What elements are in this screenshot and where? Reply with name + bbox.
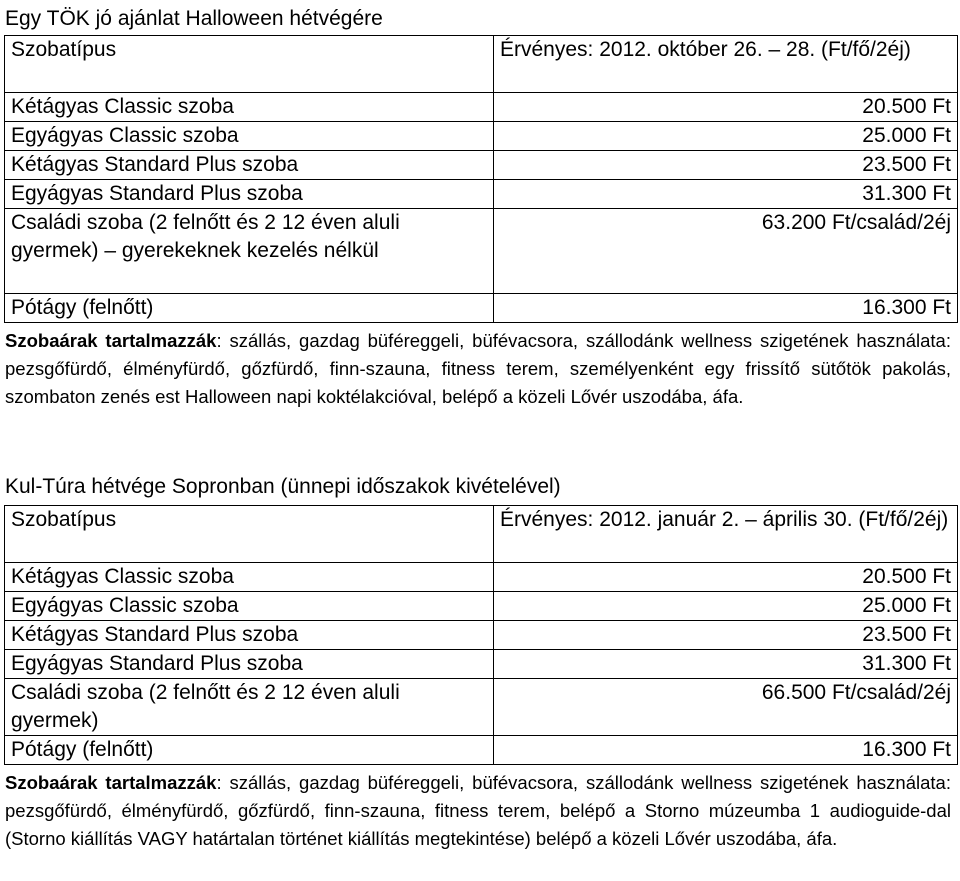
room-price: 20.500 Ft (494, 563, 958, 592)
room-name: Egyágyas Classic szoba (5, 122, 494, 151)
column-header-validity: Érvényes: 2012. október 26. – 28. (Ft/fő/2éj) (494, 36, 958, 93)
table-row (5, 209, 958, 294)
table-row (5, 621, 958, 650)
column-header-room-type: Szobatípus (5, 36, 494, 93)
table-row (5, 679, 958, 736)
room-price: 25.000 Ft (494, 592, 958, 621)
room-name: Családi szoba (2 felnőtt és 2 12 éven aluli gyermek) (5, 679, 494, 736)
room-name: Kétágyas Standard Plus szoba (5, 151, 494, 180)
offer2-title: Kul-Túra hétvége Sopronban (ünnepi időszakok kivételével) (5, 475, 561, 498)
room-name: Kétágyas Classic szoba (5, 563, 494, 592)
table-row (5, 93, 958, 122)
room-price: 31.300 Ft (494, 180, 958, 209)
room-price: 16.300 Ft (494, 736, 958, 765)
room-price: 31.300 Ft (494, 650, 958, 679)
table-row (5, 650, 958, 679)
room-price: 25.000 Ft (494, 122, 958, 151)
room-price: 63.200 Ft/család/2éj (494, 209, 958, 294)
offer2-price-table (4, 505, 958, 765)
column-header-validity: Érvényes: 2012. január 2. – április 30. (Ft/fő/2éj) (494, 506, 958, 563)
includes-text: : szállás, gazdag büféreggeli, büfévacsora, szállodánk wellness szigetének használata: pezsgőfürdő, élményfürdő, gőzfürdő, finn-szauna, fitness terem, személyenként egy frissítő sütőtök pakolás, szombaton zenés est Halloween napi koktélakcióval, belépő a közeli Lővér uszodába, áfa. (5, 330, 951, 407)
table-row (5, 592, 958, 621)
offer2-includes-paragraph (5, 769, 951, 853)
table-row (5, 151, 958, 180)
includes-label: Szobaárak tartalmazzák (5, 330, 217, 351)
column-header-room-type: Szobatípus (5, 506, 494, 563)
table-header-row (5, 506, 958, 563)
includes-label: Szobaárak tartalmazzák (5, 772, 217, 793)
room-price: 23.500 Ft (494, 621, 958, 650)
room-price: 66.500 Ft/család/2éj (494, 679, 958, 736)
table-row (5, 180, 958, 209)
table-header-row (5, 36, 958, 93)
room-price: 16.300 Ft (494, 294, 958, 323)
room-name: Kétágyas Standard Plus szoba (5, 621, 494, 650)
offer1-price-table (4, 35, 958, 323)
room-name: Pótágy (felnőtt) (5, 736, 494, 765)
room-price: 23.500 Ft (494, 151, 958, 180)
room-name: Egyágyas Standard Plus szoba (5, 650, 494, 679)
includes-text: : szállás, gazdag büféreggeli, büfévacsora, szállodánk wellness szigetének használata: pezsgőfürdő, élményfürdő, gőzfürdő, finn-szauna, fitness terem, belépő a Storno múzeumba 1 audioguide-dal (Storno kiállítás VAGY határtalan történet kiállítás megtekintése) belépő a közeli Lővér uszodába, áfa. (5, 772, 951, 849)
room-name: Családi szoba (2 felnőtt és 2 12 éven aluli gyermek) – gyerekeknek kezelés nélkül (5, 209, 494, 294)
table-row (5, 294, 958, 323)
table-row (5, 122, 958, 151)
table-row (5, 736, 958, 765)
room-price: 20.500 Ft (494, 93, 958, 122)
room-name: Egyágyas Standard Plus szoba (5, 180, 494, 209)
offer1-includes-paragraph (5, 327, 951, 411)
table-row (5, 563, 958, 592)
room-name: Egyágyas Classic szoba (5, 592, 494, 621)
room-name: Kétágyas Classic szoba (5, 93, 494, 122)
room-name: Pótágy (felnőtt) (5, 294, 494, 323)
offer1-title: Egy TÖK jó ajánlat Halloween hétvégére (5, 7, 383, 30)
